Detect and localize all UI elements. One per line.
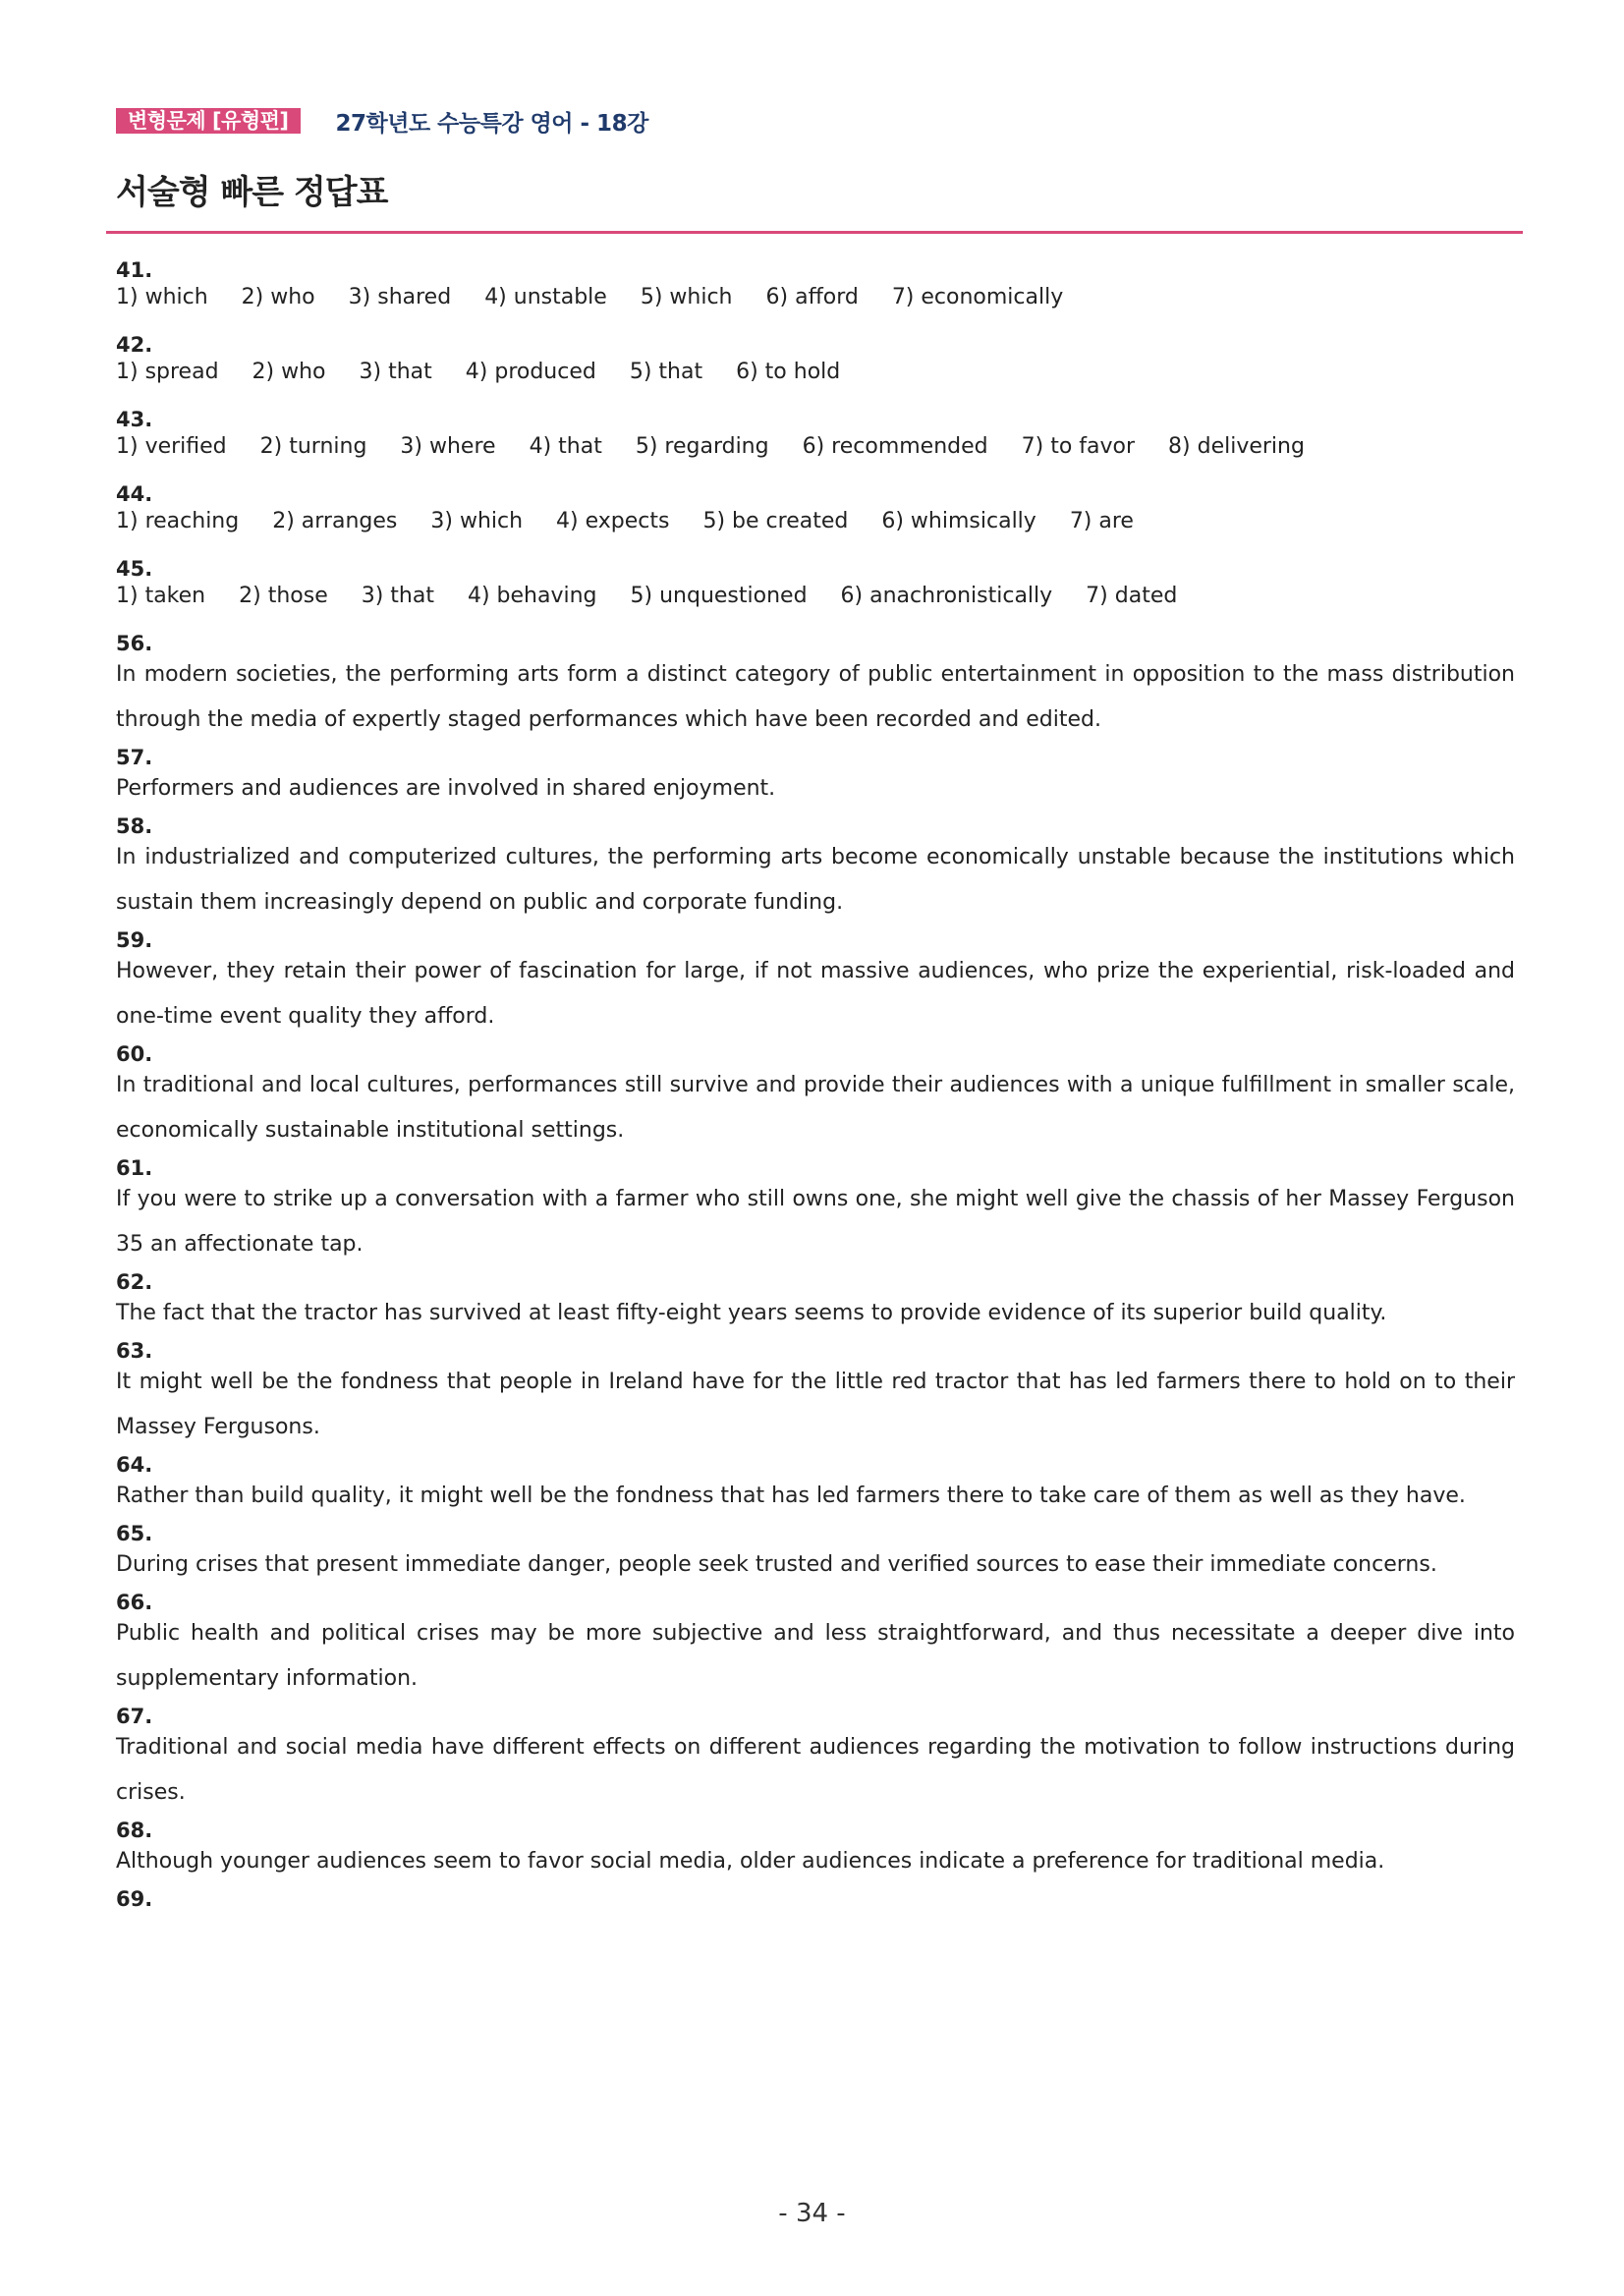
answer-sentence: However, they retain their power of fascination for large, if not massive audiences, who prize the experiential, risk-loaded and one-time event quality they afford. <box>116 959 1515 1029</box>
answer-item: 5) unquestioned <box>630 584 808 608</box>
answer-item: 3) that <box>361 584 434 608</box>
answer-item: 6) to hold <box>736 360 841 384</box>
question-number: 42. <box>116 333 153 357</box>
question-number: 64. <box>116 1453 153 1477</box>
question-number: 58. <box>116 814 153 838</box>
answer-item: 4) unstable <box>484 285 607 309</box>
answer-sentence: Performers and audiences are involved in shared enjoyment. <box>116 776 776 801</box>
answer-list <box>116 582 1515 611</box>
question-number: 68. <box>116 1819 153 1842</box>
answer-sentence: Rather than build quality, it might well be the fondness that has led farmers there to take care of them as well as they have. <box>116 1484 1466 1508</box>
question-number: 59. <box>116 928 153 952</box>
answer-sentence: Traditional and social media have different effects on different audiences regarding the motivation to follow instructions during crises. <box>116 1735 1515 1805</box>
answer-item: 4) that <box>529 434 602 459</box>
question-number: 67. <box>116 1705 153 1728</box>
question-number: 61. <box>116 1156 153 1180</box>
question-number: 65. <box>116 1522 153 1545</box>
answer-item: 2) turning <box>259 434 367 459</box>
title-divider <box>106 231 1523 234</box>
answer-item: 4) behaving <box>467 584 597 608</box>
answer-item: 2) arranges <box>272 509 398 533</box>
answer-item: 3) that <box>359 360 432 384</box>
answer-sentence: In modern societies, the performing arts form a distinct category of public entertainment in opposition to the mass distribution through the media of expertly staged performances which have been recorded and edited. <box>116 662 1515 732</box>
answer-item: 1) reaching <box>116 509 240 533</box>
answer-item: 2) who <box>241 285 315 309</box>
answer-item: 6) afford <box>765 285 859 309</box>
answer-sentence: Although younger audiences seem to favor social media, older audiences indicate a preference for traditional media. <box>116 1849 1385 1874</box>
question-number: 43. <box>116 408 153 431</box>
answer-content <box>116 257 1515 1912</box>
answer-item: 5) be created <box>702 509 849 533</box>
answer-item: 1) which <box>116 285 208 309</box>
answer-item: 3) which <box>430 509 524 533</box>
answer-sentence: In industrialized and computerized cultures, the performing arts become economically unstable because the institutions which sustain them increasingly depend on public and corporate funding. <box>116 845 1515 915</box>
page-title: 서술형 빠른 정답표 <box>116 173 388 212</box>
question-number: 69. <box>116 1887 153 1911</box>
answer-item: 5) that <box>629 360 703 384</box>
answer-sentence: It might well be the fondness that people in Ireland have for the little red tractor that has led farmers there to hold on to their Massey Fergusons. <box>116 1370 1515 1439</box>
answer-item: 5) which <box>640 285 733 309</box>
answer-sentence: The fact that the tractor has survived at least fifty-eight years seems to provide evidence of its superior build quality. <box>116 1301 1387 1325</box>
answer-item: 2) those <box>239 584 328 608</box>
question-number: 63. <box>116 1339 153 1363</box>
question-number: 62. <box>116 1270 153 1294</box>
answer-list <box>116 358 1515 387</box>
answer-sentence: If you were to strike up a conversation with a farmer who still owns one, she might well give the chassis of her Massey Ferguson 35 an affectionate tap. <box>116 1187 1515 1257</box>
answer-item: 1) taken <box>116 584 206 608</box>
question-number: 60. <box>116 1042 153 1066</box>
question-number: 56. <box>116 632 153 655</box>
answer-item: 4) produced <box>465 360 596 384</box>
answer-item: 3) shared <box>348 285 452 309</box>
page-number: - 34 - <box>778 2199 846 2228</box>
answer-item: 6) recommended <box>802 434 988 459</box>
answer-item: 2) who <box>252 360 326 384</box>
answer-item: 7) to favor <box>1021 434 1136 459</box>
answer-item: 7) are <box>1069 509 1134 533</box>
answer-item: 4) expects <box>556 509 670 533</box>
page-header <box>116 106 648 136</box>
question-number: 44. <box>116 482 153 506</box>
answer-list <box>116 432 1515 462</box>
answer-item: 6) anachronistically <box>840 584 1053 608</box>
answer-list <box>116 507 1515 536</box>
answer-sentence: In traditional and local cultures, performances still survive and provide their audiences with a unique fulfillment in smaller scale, economically sustainable institutional settings. <box>116 1073 1515 1143</box>
question-number: 66. <box>116 1591 153 1614</box>
series-title: 27학년도 수능특강 영어 - 18강 <box>335 110 648 137</box>
answer-item: 7) dated <box>1086 584 1178 608</box>
question-number: 41. <box>116 258 153 282</box>
answer-item: 6) whimsically <box>881 509 1036 533</box>
question-number: 57. <box>116 746 153 769</box>
answer-item: 1) verified <box>116 434 227 459</box>
answer-sentence: During crises that present immediate danger, people seek trusted and verified sources to ease their immediate concerns. <box>116 1552 1437 1577</box>
answer-sentence: Public health and political crises may be more subjective and less straightforward, and thus necessitate a deeper dive into supplementary information. <box>116 1621 1515 1691</box>
answer-item: 5) regarding <box>635 434 769 459</box>
category-badge: 변형문제 [유형편] <box>116 108 301 134</box>
answer-item: 7) economically <box>891 285 1064 309</box>
answer-list <box>116 283 1515 312</box>
answer-item: 1) spread <box>116 360 219 384</box>
answer-item: 3) where <box>400 434 496 459</box>
answer-item: 8) delivering <box>1168 434 1305 459</box>
question-number: 45. <box>116 557 153 581</box>
